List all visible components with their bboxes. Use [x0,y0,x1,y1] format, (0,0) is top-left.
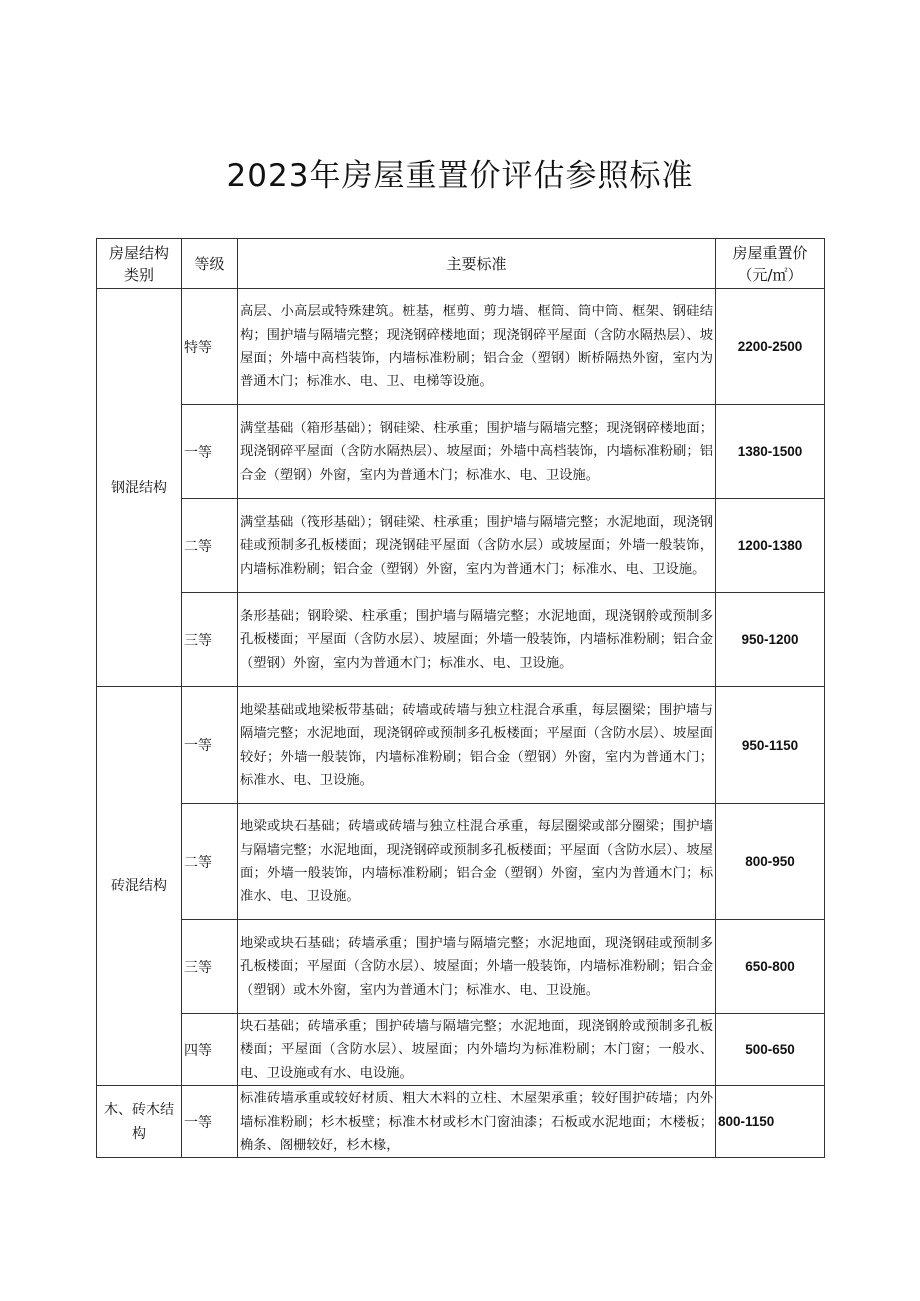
table-row [97,1086,825,1158]
page-title: 2023年房屋重置价评估参照标准 [226,158,694,194]
grade-cell: 一等 [182,1086,238,1158]
table-row [97,1014,825,1086]
category-cell: 钢混结构 [97,289,182,687]
header-grade: 等级 [182,239,238,289]
standard-cell: 地梁或块石基础；砖墙或砖墙与独立柱混合承重，每层圈梁或部分圈梁；围护墙与隔墙完整；水泥地面，现浇钢碎或预制多孔板楼面；平屋面（含防水层）、坡屋面；外墙一般装饰，内墙标准粉刷；铝合金（塑钢）外窗，室内为普通木门；标准水、电、卫设施。 [238,804,716,920]
standard-cell: 满堂基础（筏形基础）；钢硅梁、柱承重；围护墙与隔墙完整；水泥地面，现浇钢硅或预制多孔板楼面；现浇钢硅平屋面（含防水层）或坡屋面；外墙一般装饰，内墙标准粉刷；铝合金（塑钢）外窗，室内为普通木门；标准水、电、卫设施。 [238,499,716,593]
header-structure: 房屋结构类别 [97,239,182,289]
standard-cell: 条形基础；钢聆梁、柱承重；围护墙与隔墙完整；水泥地面，现浇钢舲或预制多孔板楼面；平屋面（含防水层）、坡屋面；外墙一般装饰，内墙标准粉刷；铝合金（塑钢）外窗，室内为普通木门；标准水、电、卫设施。 [238,593,716,687]
grade-cell: 四等 [182,1014,238,1086]
header-standard: 主要标准 [238,239,716,289]
standard-cell: 地梁或块石基础；砖墙承重；围护墙与隔墙完整；水泥地面，现浇钢硅或预制多孔板楼面；平屋面（含防水层）、坡屋面；外墙一般装饰，内墙标准粉刷；铝合金（塑钢）或木外窗，室内为普通木门；标准水、电、卫设施。 [238,920,716,1014]
price-cell: 500-650 [716,1014,825,1086]
standard-cell: 标准砖墙承重或较好材质、粗大木料的立柱、木屋架承重；较好围护砖墙；内外墙标准粉刷；杉木板壁；标准木材或杉木门窗油漆；石板或水泥地面；木楼板；桷条、阁栅较好，杉木椽， [238,1086,716,1158]
standard-cell: 地梁基础或地梁板带基础；砖墙或砖墙与独立柱混合承重，每层圈梁；围护墙与隔墙完整；水泥地面，现浇钢碎或预制多孔板楼面；平屋面（含防水层）、坡屋面较好；外墙一般装饰，内墙标准粉刷；铝合金（塑钢）外窗，室内为普通木门；标准水、电、卫设施。 [238,687,716,804]
price-cell: 650-800 [716,920,825,1014]
grade-cell: 三等 [182,920,238,1014]
header-price-line2: （元/㎡） [737,265,803,284]
price-cell: 1200-1380 [716,499,825,593]
price-cell: 950-1200 [716,593,825,687]
table-row [97,804,825,920]
grade-cell: 特等 [182,289,238,405]
price-cell: 800-950 [716,804,825,920]
grade-cell: 二等 [182,499,238,593]
table-row [97,499,825,593]
price-cell: 1380-1500 [716,405,825,499]
standard-cell: 满堂基础（箱形基础）；钢硅梁、柱承重；围护墙与隔墙完整；现浇钢碎楼地面；现浇钢碎平屋面（含防水隔热层）、坡屋面；外墙中高档装饰，内墙标准粉刷；铝合金（塑钢）外窗，室内为普通木门；标准水、电、卫设施。 [238,405,716,499]
category-cell: 木、砖木结构 [97,1086,182,1158]
table-row [97,687,825,804]
category-cell: 砖混结构 [97,687,182,1086]
table-row [97,920,825,1014]
grade-cell: 一等 [182,405,238,499]
table-row [97,289,825,405]
grade-cell: 二等 [182,804,238,920]
table-row [97,593,825,687]
table-row [97,405,825,499]
standard-cell: 块石基础；砖墙承重；围护砖墙与隔墙完整；水泥地面，现浇钢舲或预制多孔板楼面；平屋面（含防水层）、坡屋面；内外墙均为标准粉刷；木门窗；一般水、电、卫设施或有水、电设施。 [238,1014,716,1086]
price-cell: 2200-2500 [716,289,825,405]
standards-table [96,238,825,1158]
grade-cell: 一等 [182,687,238,804]
standard-cell: 高层、小高层或特殊建筑。桩基，框剪、剪力墙、框筒、筒中筒、框架、钢硅结构；围护墙与隔墙完整；现浇钢碎楼地面；现浇钢碎平屋面（含防水隔热层）、坡屋面；外墙中高档装饰，内墙标准粉刷；铝合金（塑钢）断桥隔热外窗，室内为普通木门；标准水、电、卫、电梯等设施。 [238,289,716,405]
price-cell: 950-1150 [716,687,825,804]
header-price [716,239,825,289]
header-price-line1: 房屋重置价 [732,243,808,262]
grade-cell: 三等 [182,593,238,687]
price-cell: 800-1150 [716,1086,825,1158]
